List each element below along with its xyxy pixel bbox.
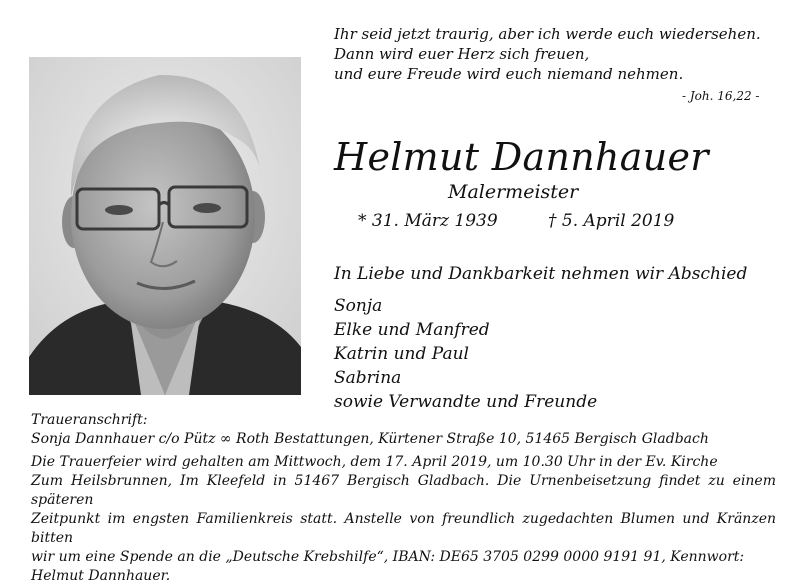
service-line: Zum Heilsbrunnen, Im Kleefeld in 51467 Bergisch Gladbach. Die Urnenbeisetzung findet zu einem späteren <box>31 473 776 508</box>
death-date: † 5. April 2019 <box>548 211 675 231</box>
funeral-address <box>31 411 776 449</box>
service-line: wir um eine Spende an die „Deutsche Krebshilfe“, IBAN: DE65 3705 0299 0000 9191 91, Kennwort: <box>31 549 745 565</box>
verse-line: und eure Freude wird euch niemand nehmen. <box>334 65 684 83</box>
farewell-line: In Liebe und Dankbarkeit nehmen wir Abschied <box>334 264 748 284</box>
mourner: Katrin und Paul <box>334 344 469 364</box>
birth-date: * 31. März 1939 <box>358 211 498 231</box>
address-line: Sonja Dannhauer c/o Pütz ∞ Roth Bestattungen, Kürtener Straße 10, 51465 Bergisch Gladbach <box>31 431 709 447</box>
occupation: Malermeister <box>448 181 579 203</box>
service-line: Zeitpunkt im engsten Familienkreis statt. Anstelle von freundlich zugedachten Blumen und Kränzen bitten <box>31 511 776 546</box>
verse-line: Dann wird euer Herz sich freuen, <box>334 45 590 63</box>
service-line: Helmut Dannhauer. <box>31 568 171 584</box>
service-line: Die Trauerfeier wird gehalten am Mittwoch, dem 17. April 2019, um 10.30 Uhr in der Ev. Kirche <box>31 454 718 470</box>
portrait-icon <box>29 57 301 395</box>
mourner: Sonja <box>334 296 383 316</box>
mourner: Sabrina <box>334 368 402 388</box>
mourners-list <box>334 294 597 414</box>
address-label: Traueranschrift: <box>31 412 148 428</box>
service-notice <box>31 453 776 586</box>
bible-verse <box>334 24 761 84</box>
verse-line: Ihr seid jetzt traurig, aber ich werde euch wiedersehen. <box>334 25 761 43</box>
verse-reference: - Joh. 16,22 - <box>682 89 760 103</box>
mourner: Elke und Manfred <box>334 320 490 340</box>
mourner: sowie Verwandte und Freunde <box>334 392 598 412</box>
portrait-photo <box>29 57 301 395</box>
deceased-name: Helmut Dannhauer <box>334 135 709 179</box>
